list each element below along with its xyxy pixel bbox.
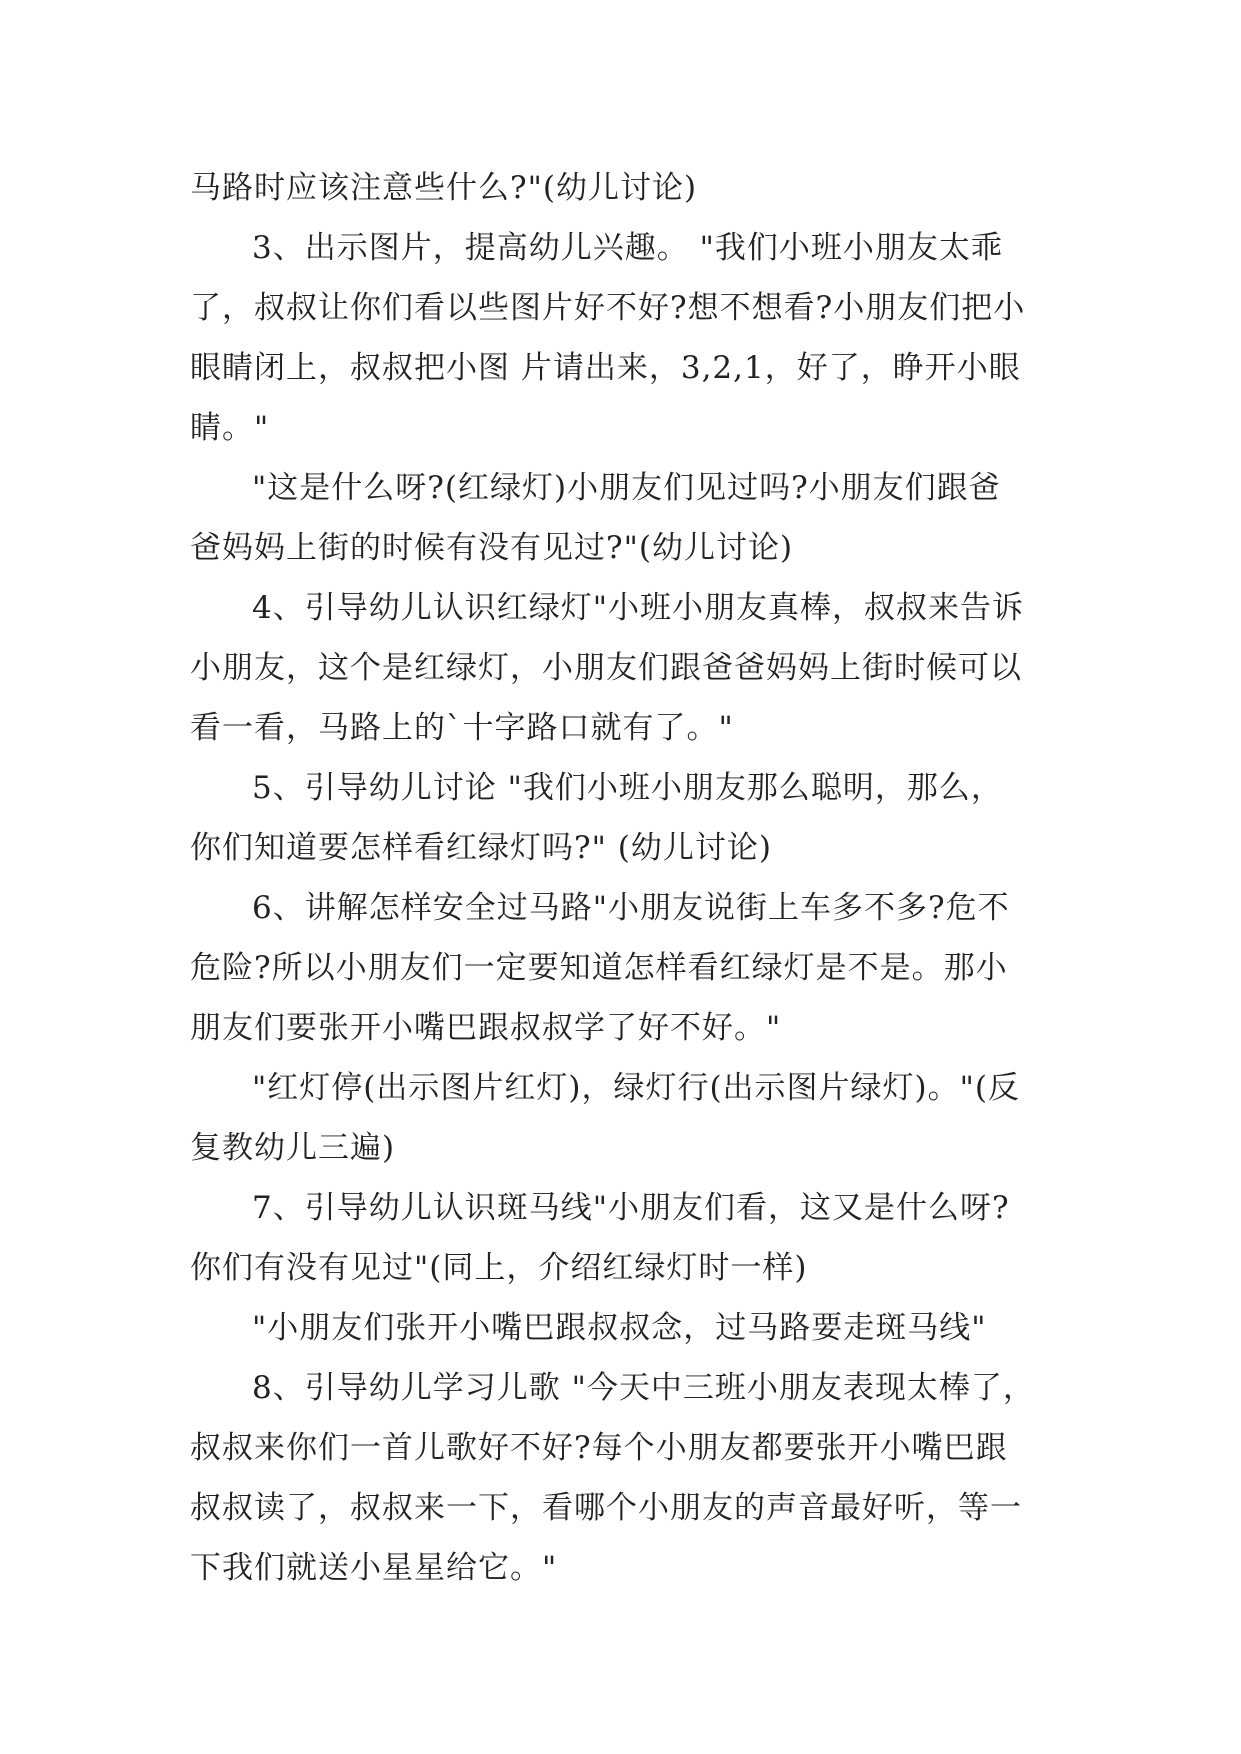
- paragraph-3: [190, 458, 1050, 578]
- paragraph-4: [190, 578, 1050, 758]
- text-line: 6、讲解怎样安全过马路"小朋友说街上车多不多?危不: [252, 890, 1010, 926]
- paragraph-5: [190, 758, 1050, 878]
- text-line: 7、引导幼儿认识斑马线"小朋友们看，这又是什么呀?: [252, 1190, 1010, 1226]
- paragraph-2: [190, 218, 1050, 458]
- text-line: 下我们就送小星星给它。": [190, 1550, 558, 1586]
- text-line: 马路时应该注意些什么?"(幼儿讨论): [190, 170, 698, 206]
- text-line: 小朋友，这个是红绿灯，小朋友们跟爸爸妈妈上街时候可以: [190, 650, 1022, 686]
- text-line: 你们有没有见过"(同上，介绍红绿灯时一样): [190, 1250, 808, 1286]
- paragraph-1: [190, 158, 1050, 218]
- text-line: 朋友们要张开小嘴巴跟叔叔学了好不好。": [190, 1010, 782, 1046]
- text-line: 复教幼儿三遍): [190, 1130, 396, 1166]
- text-line: 你们知道要怎样看红绿灯吗?" (幼儿讨论): [190, 830, 772, 866]
- text-line: 了，叔叔让你们看以些图片好不好?想不想看?小朋友们把小: [190, 290, 1026, 326]
- text-line: 8、引导幼儿学习儿歌 "今天中三班小朋友表现太棒了，: [252, 1370, 1035, 1406]
- text-line: "小朋友们张开小嘴巴跟叔叔念，过马路要走斑马线": [252, 1310, 987, 1346]
- paragraph-6: [190, 878, 1050, 1058]
- document-body: [190, 158, 1050, 1598]
- text-line: 3、出示图片，提高幼儿兴趣。 "我们小班小朋友太乖: [252, 230, 1003, 266]
- paragraph-9: [190, 1298, 1050, 1358]
- text-line: 睛。": [190, 410, 270, 446]
- text-line: 危险?所以小朋友们一定要知道怎样看红绿灯是不是。那小: [190, 950, 1008, 986]
- text-line: 眼睛闭上，叔叔把小图 片请出来，3,2,1，好了，睁开小眼: [190, 350, 1021, 386]
- paragraph-10: [190, 1358, 1050, 1598]
- text-line: "红灯停(出示图片红灯)，绿灯行(出示图片绿灯)。"(反: [252, 1070, 1020, 1106]
- text-line: 爸妈妈上街的时候有没有见过?"(幼儿讨论): [190, 530, 794, 566]
- text-line: 看一看，马路上的`十字路口就有了。": [190, 710, 734, 746]
- text-line: 5、引导幼儿讨论 "我们小班小朋友那么聪明，那么，: [252, 770, 1003, 806]
- text-line: 叔叔来你们一首儿歌好不好?每个小朋友都要张开小嘴巴跟: [190, 1430, 1008, 1466]
- paragraph-8: [190, 1178, 1050, 1298]
- text-line: 叔叔读了，叔叔来一下，看哪个小朋友的声音最好听，等一: [190, 1490, 1022, 1526]
- paragraph-7: [190, 1058, 1050, 1178]
- text-line: 4、引导幼儿认识红绿灯"小班小朋友真棒，叔叔来告诉: [252, 590, 1024, 626]
- text-line: "这是什么呀?(红绿灯)小朋友们见过吗?小朋友们跟爸: [252, 470, 1001, 506]
